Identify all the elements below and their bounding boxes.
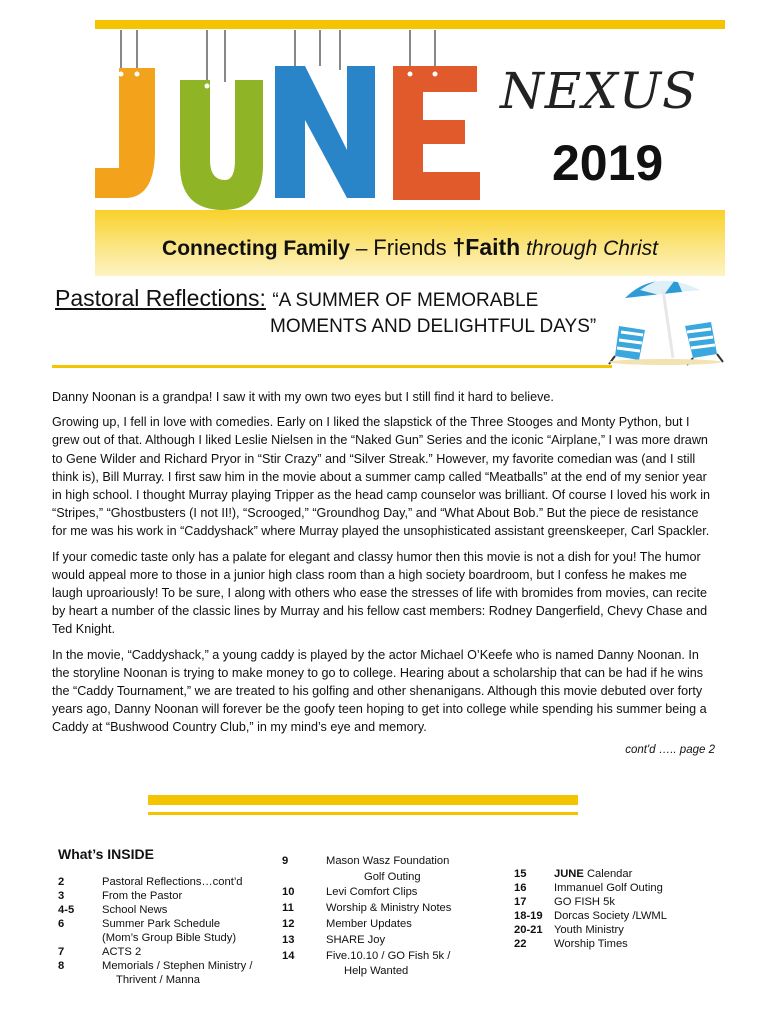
heading-underline-rule — [52, 365, 612, 368]
divider-line — [148, 812, 578, 815]
continued-note: cont'd ….. page 2 — [625, 744, 715, 756]
letter-n — [275, 66, 375, 198]
beach-umbrella-icon — [605, 268, 725, 366]
letter-u — [180, 80, 263, 210]
article-body — [52, 388, 716, 744]
article-paragraph: In the movie, “Caddyshack,” a young caddy is played by the actor Michael O’Keefe who is named Danny Noonan. In the storyline Noonan is trying to make money to go to college. Hearing about a scholarship that can be had if he wins the “Caddy Tournament,” we are treated to his golfing and other shenanigans. Although this movie debuted over forty years ago, Danny Noonan will forever be the goofy teen hoping to get into college while spending his summer being a Caddy at “Bushwood Country Club,” in my mind’s eye and memory. — [52, 647, 707, 735]
tagline-christ: through Christ — [526, 237, 658, 260]
article-title: Pastoral Reflections: — [55, 285, 266, 311]
article-paragraph: If your comedic taste only has a palate for elegant and classy humor then this movie is not a dish for you! The humor would appeal more to those in a junior high class room than a high society boardroom, but I confess he makes me laugh uproariously! To be sure, I along with others who ease the stresses of life with bromides from movies, can recite by heart a number of the classic lines by Murray and his fellow cast members: Rodney Dangerfield, Chevy Chase and Ted Knight. — [52, 549, 708, 637]
tagline-faith: Faith — [465, 234, 521, 260]
june-banner-logo — [85, 30, 505, 210]
article-subtitle-line1: “A SUMMER OF MEMORABLE — [272, 290, 539, 311]
article-subtitle-line2: MOMENTS AND DELIGHTFUL DAYS” — [270, 316, 597, 337]
tagline-dash: – — [355, 237, 368, 260]
newsletter-year: 2019 — [552, 135, 664, 191]
tagline-banner — [95, 210, 725, 276]
beach-chair-right — [685, 322, 723, 365]
top-yellow-rule — [95, 20, 725, 29]
whats-inside-title: What’s INSIDE — [58, 846, 154, 862]
cross-icon: † — [452, 234, 466, 260]
article-heading — [55, 285, 615, 338]
tagline-family: Connecting Family — [162, 237, 350, 260]
article-paragraph: Growing up, I fell in love with comedies. Early on I liked the slapstick of the Three Stooges and Monty Python, but I grew out of that. Although I liked Leslie Nielsen in the “Naked Gun” Series and the iconic “Airplane,” I was more drawn to Gene Wilder and Richard Pryor in “Stir Crazy” and “Silver Streak.” However, my favorite comedian was (and I still think is), Bill Murray. I first saw him in the movie about a summer camp called “Meatballs” at the end of my senior year in high school. I thought Murray playing Tripper as the head camp counselor was brilliant. Of course I loved his work in “Stripes,” “Ghostbusters (I not II!), “Scrooged,” “Groundhog Day,” and “What About Bob.” But the piece de resistance for me was his work in “Caddyshack” where Murray played the unsophisticated assistant greenskeeper, Carl Spackler. — [52, 415, 711, 539]
tagline — [95, 234, 725, 261]
article-paragraph: Danny Noonan is a grandpa! I saw it with my own two eyes but I still find it hard to believe. — [52, 390, 554, 404]
beach-chair-left — [609, 326, 647, 364]
divider-bar — [148, 795, 578, 805]
letter-e — [393, 66, 480, 200]
letter-j — [95, 68, 155, 198]
tagline-friends: Friends — [373, 235, 447, 260]
newsletter-name: NEXUS — [500, 62, 698, 120]
